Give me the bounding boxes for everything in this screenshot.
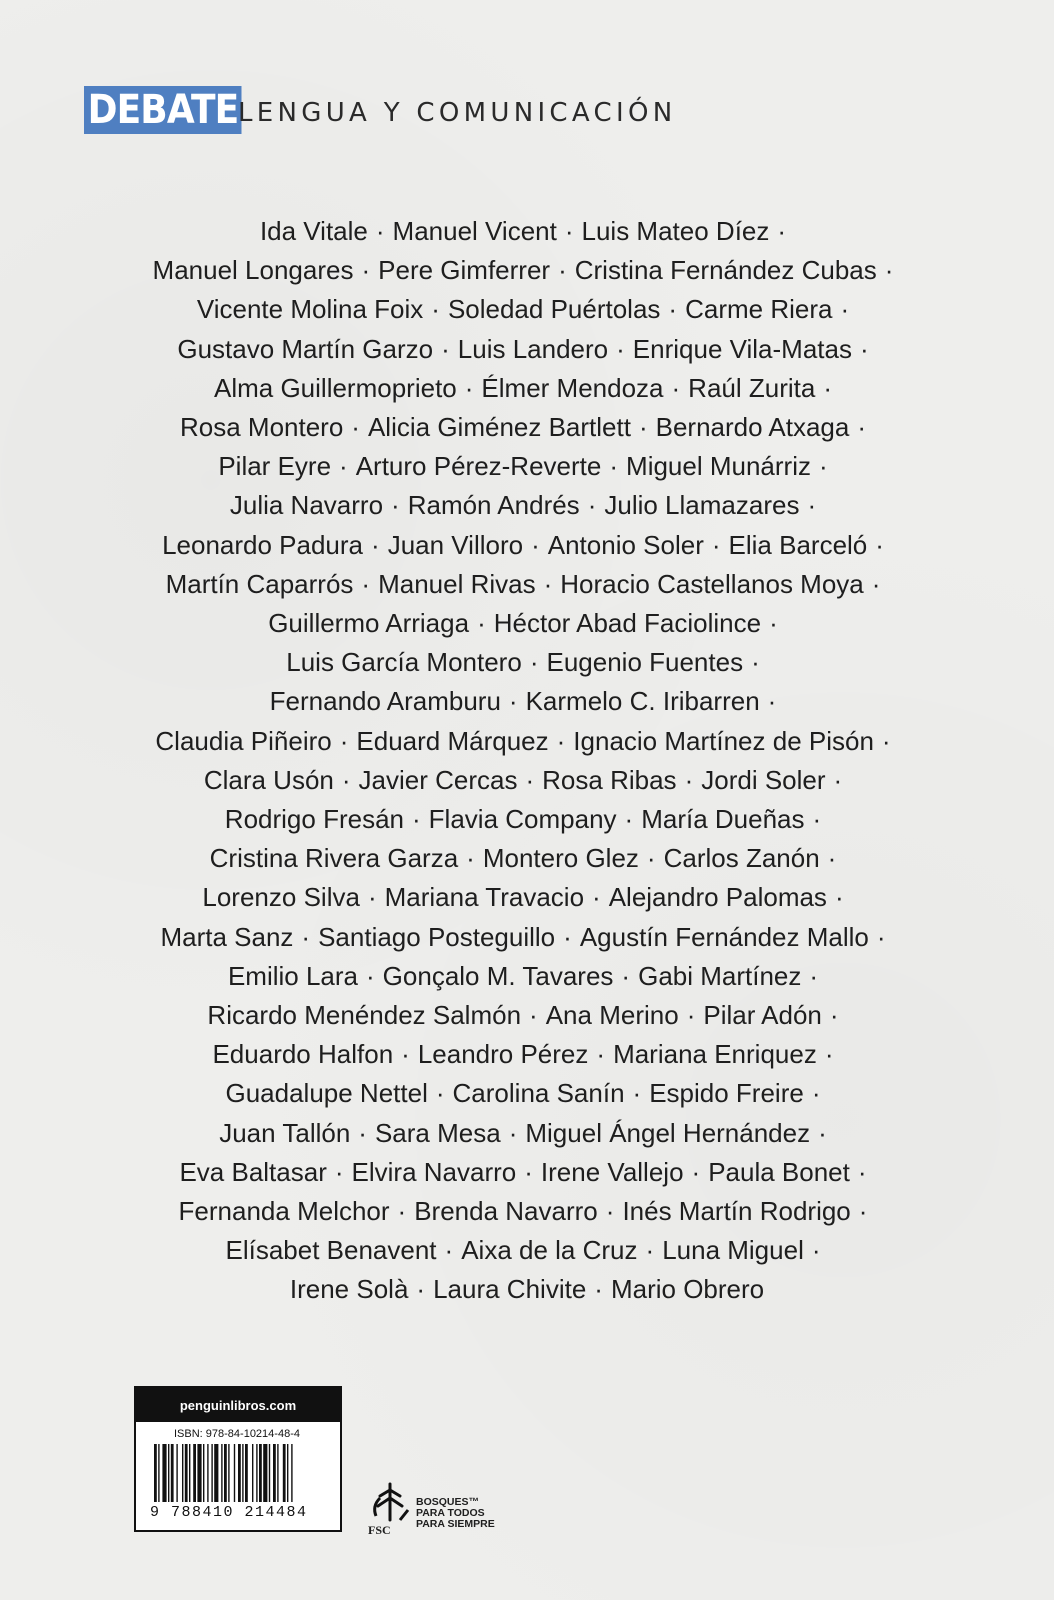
barcode-bar — [189, 1444, 190, 1502]
separator-dot: · — [524, 1156, 533, 1187]
author-name: Aixa de la Cruz — [461, 1235, 638, 1266]
author-name: Élmer Mendoza — [481, 372, 664, 403]
separator-dot: · — [691, 1156, 701, 1187]
separator-dot: · — [840, 294, 850, 325]
author-list — [0, 212, 1054, 1310]
separator-dot: · — [858, 1196, 868, 1227]
separator-dot: · — [543, 568, 553, 599]
author-name: María Dueñas — [641, 804, 805, 835]
author-name: Rosa Ribas — [542, 764, 677, 795]
separator-dot: · — [529, 647, 539, 678]
author-name: Cristina Fernández Cubas — [574, 255, 877, 286]
author-line — [0, 565, 1054, 604]
author-line — [0, 604, 1054, 643]
separator-dot: · — [366, 960, 375, 991]
separator-dot: · — [412, 804, 421, 835]
separator-dot: · — [391, 490, 400, 521]
separator-dot: · — [605, 1196, 615, 1227]
author-name: Martín Caparrós — [165, 568, 354, 599]
separator-dot: · — [671, 372, 681, 403]
separator-dot: · — [638, 412, 648, 443]
barcode-bar — [211, 1444, 212, 1502]
barcode-bar — [154, 1444, 157, 1502]
author-name: Montero Glez — [482, 843, 639, 874]
separator-dot: · — [824, 1039, 834, 1070]
separator-dot: · — [466, 843, 475, 874]
author-name: Carme Riera — [685, 294, 833, 325]
author-name: Manuel Vicent — [392, 216, 557, 246]
fsc-slogan — [416, 1497, 495, 1530]
barcode-bar — [207, 1444, 208, 1502]
separator-dot: · — [397, 1196, 407, 1227]
collection-header — [84, 86, 677, 134]
barcode-bar — [214, 1444, 218, 1502]
author-line — [0, 1231, 1054, 1270]
separator-dot: · — [711, 529, 721, 560]
barcode-bar — [259, 1444, 262, 1502]
separator-dot: · — [301, 921, 311, 952]
author-name: Santiago Posteguillo — [318, 921, 556, 952]
author-line — [0, 878, 1054, 917]
author-name: Juan Tallón — [219, 1117, 351, 1148]
barcode-bar — [242, 1444, 243, 1502]
separator-dot: · — [525, 764, 535, 795]
separator-dot: · — [881, 725, 891, 756]
separator-dot: · — [416, 1274, 426, 1305]
separator-dot: · — [769, 608, 778, 639]
separator-dot: · — [435, 1078, 445, 1109]
author-name: Miguel Munárriz — [626, 451, 811, 482]
separator-dot: · — [818, 1117, 827, 1148]
separator-dot: · — [464, 372, 474, 403]
separator-dot: · — [441, 333, 450, 364]
author-line — [0, 839, 1054, 878]
author-name: Eva Baltasar — [179, 1156, 327, 1187]
author-name: Arturo Pérez-Reverte — [355, 451, 602, 482]
author-name: Gonçalo M. Tavares — [382, 960, 614, 991]
barcode-bar — [193, 1444, 196, 1502]
author-name: Fernanda Melchor — [178, 1196, 390, 1227]
author-name: Karmelo C. Iribarren — [525, 686, 760, 717]
author-name: Mariana Enriquez — [613, 1039, 817, 1070]
author-line — [0, 761, 1054, 800]
author-name: Luna Miguel — [662, 1235, 804, 1266]
separator-dot: · — [361, 568, 371, 599]
author-name: Elvira Navarro — [351, 1156, 517, 1187]
separator-dot: · — [616, 333, 625, 364]
author-name: Claudia Piñeiro — [155, 725, 332, 756]
separator-dot: · — [594, 1274, 603, 1305]
separator-dot: · — [592, 882, 601, 913]
separator-dot: · — [829, 1000, 839, 1031]
barcode-bar — [197, 1444, 201, 1502]
author-name: Eugenio Fuentes — [546, 647, 744, 678]
separator-dot: · — [876, 921, 886, 952]
separator-dot: · — [751, 647, 760, 678]
author-line — [0, 369, 1054, 408]
author-name: Agustín Fernández Mallo — [579, 921, 869, 952]
separator-dot: · — [564, 216, 574, 246]
fsc-line-1: BOSQUES™ — [416, 1496, 480, 1508]
barcode-bar — [238, 1444, 241, 1502]
separator-dot: · — [339, 451, 348, 482]
author-name: Pere Gimferrer — [378, 255, 551, 286]
barcode-bar — [224, 1444, 227, 1502]
author-name: Ricardo Menéndez Salmón — [207, 1000, 522, 1031]
barcode-bar — [182, 1444, 183, 1502]
separator-dot: · — [857, 412, 866, 443]
author-name: Jordi Soler — [701, 764, 826, 795]
separator-dot: · — [833, 764, 843, 795]
separator-dot: · — [596, 1039, 606, 1070]
fsc-label: FSC — [368, 1523, 391, 1537]
separator-dot: · — [508, 1117, 518, 1148]
separator-dot: · — [358, 1117, 367, 1148]
author-name: Marta Sanz — [160, 921, 294, 952]
author-name: Carlos Zanón — [663, 843, 820, 874]
fsc-line-3: PARA SIEMPRE — [416, 1518, 495, 1530]
author-name: Alejandro Palomas — [608, 882, 827, 913]
author-name: Leandro Pérez — [417, 1039, 589, 1070]
separator-dot: · — [401, 1039, 410, 1070]
author-name: Vicente Molina Foix — [196, 294, 424, 325]
separator-dot: · — [624, 804, 634, 835]
author-name: Gustavo Martín Garzo — [177, 333, 434, 364]
author-name: Miguel Ángel Hernández — [525, 1117, 811, 1148]
author-line — [0, 1074, 1054, 1113]
author-name: Julio Llamazares — [604, 490, 800, 521]
author-line — [0, 1192, 1054, 1231]
debate-logo: DEBATE — [84, 86, 242, 134]
author-line — [0, 643, 1054, 682]
author-line — [0, 1114, 1054, 1153]
author-name: Pilar Adón — [703, 1000, 822, 1031]
author-name: Mario Obrero — [610, 1274, 765, 1305]
author-name: Pilar Eyre — [218, 451, 332, 482]
barcode-bar — [234, 1444, 235, 1502]
author-name: Julia Navarro — [229, 490, 384, 521]
barcode-bar — [287, 1444, 288, 1502]
separator-dot: · — [632, 1078, 642, 1109]
separator-dot: · — [686, 1000, 696, 1031]
isbn-label: ISBN: 978-84-10214-48-4 — [174, 1428, 300, 1440]
barcode-bar — [171, 1444, 174, 1502]
author-name: Inés Martín Rodrigo — [622, 1196, 851, 1227]
author-name: Fernando Aramburu — [269, 686, 501, 717]
author-line — [0, 996, 1054, 1035]
barcode-bar — [176, 1444, 177, 1502]
separator-dot: · — [807, 490, 817, 521]
separator-dot: · — [351, 412, 360, 443]
author-line — [0, 918, 1054, 957]
author-name: Carolina Sanín — [452, 1078, 625, 1109]
author-name: Brenda Navarro — [414, 1196, 598, 1227]
separator-dot: · — [811, 1235, 821, 1266]
author-name: Raúl Zurita — [688, 372, 816, 403]
author-line — [0, 722, 1054, 761]
separator-dot: · — [508, 686, 518, 717]
author-name: Luis García Montero — [286, 647, 522, 678]
separator-dot: · — [811, 1078, 821, 1109]
separator-dot: · — [818, 451, 828, 482]
author-name: Luis Landero — [457, 333, 609, 364]
author-name: Guillermo Arriaga — [268, 608, 470, 639]
author-line — [0, 212, 1054, 251]
barcode-bar — [228, 1444, 229, 1502]
author-line — [0, 251, 1054, 290]
author-name: Irene Solà — [289, 1274, 409, 1305]
author-line — [0, 447, 1054, 486]
author-line — [0, 526, 1054, 565]
author-name: Leonardo Padura — [162, 529, 364, 560]
separator-dot: · — [431, 294, 440, 325]
separator-dot: · — [871, 568, 881, 599]
separator-dot: · — [529, 1000, 538, 1031]
author-line — [0, 1035, 1054, 1074]
separator-dot: · — [827, 843, 837, 874]
barcode-bar — [168, 1444, 169, 1502]
separator-dot: · — [587, 490, 597, 521]
barcode-number: 9 788410 214484 — [150, 1504, 308, 1521]
barcode-box — [134, 1386, 342, 1532]
barcode-bar — [273, 1444, 276, 1502]
author-name: Alma Guillermoprieto — [214, 372, 457, 403]
author-name: Cristina Rivera Garza — [209, 843, 459, 874]
barcode-bar — [221, 1444, 222, 1502]
author-name: Mariana Travacio — [384, 882, 585, 913]
separator-dot: · — [875, 529, 884, 560]
author-name: Ana Merino — [545, 1000, 679, 1031]
barcode-bar — [162, 1444, 166, 1502]
separator-dot: · — [884, 255, 894, 286]
author-name: Elia Barceló — [728, 529, 868, 560]
separator-dot: · — [777, 216, 787, 246]
barcode-bar — [256, 1444, 257, 1502]
author-name: Juan Villoro — [387, 529, 524, 560]
separator-dot: · — [645, 1235, 655, 1266]
separator-dot: · — [334, 1156, 344, 1187]
author-line — [0, 800, 1054, 839]
separator-dot: · — [556, 725, 566, 756]
author-name: Emilio Lara — [227, 960, 358, 991]
author-name: Espido Freire — [649, 1078, 804, 1109]
author-name: Manuel Rivas — [378, 568, 536, 599]
fsc-badge — [368, 1480, 495, 1536]
author-name: Héctor Abad Faciolince — [493, 608, 762, 639]
author-line — [0, 682, 1054, 721]
separator-dot: · — [609, 451, 619, 482]
author-name: Elísabet Benavent — [225, 1235, 437, 1266]
author-name: Manuel Longares — [152, 255, 354, 286]
barcode-bar — [277, 1444, 278, 1502]
separator-dot: · — [371, 529, 380, 560]
author-name: Eduard Márquez — [356, 725, 549, 756]
barcode-bars — [154, 1444, 328, 1502]
separator-dot: · — [767, 686, 777, 717]
author-name: Soledad Puértolas — [447, 294, 661, 325]
author-name: Lorenzo Silva — [202, 882, 360, 913]
separator-dot: · — [646, 843, 656, 874]
author-line — [0, 408, 1054, 447]
author-name: Javier Cercas — [358, 764, 518, 795]
author-line — [0, 957, 1054, 996]
author-name: Ignacio Martínez de Pisón — [573, 725, 874, 756]
separator-dot: · — [339, 725, 349, 756]
author-name: Bernardo Atxaga — [655, 412, 850, 443]
author-name: Ramón Andrés — [407, 490, 580, 521]
author-name: Horacio Castellanos Moya — [560, 568, 864, 599]
separator-dot: · — [857, 1156, 867, 1187]
fsc-line-2: PARA TODOS — [416, 1507, 485, 1519]
author-name: Alicia Giménez Bartlett — [367, 412, 631, 443]
barcode-bar — [158, 1444, 159, 1502]
separator-dot: · — [809, 960, 819, 991]
author-name: Eduardo Halfon — [212, 1039, 394, 1070]
barcode-bar — [252, 1444, 253, 1502]
author-name: Antonio Soler — [547, 529, 704, 560]
author-name: Sara Mesa — [374, 1117, 501, 1148]
author-name: Rosa Montero — [179, 412, 344, 443]
author-name: Clara Usón — [203, 764, 334, 795]
author-name: Flavia Company — [428, 804, 617, 835]
barcode-bar — [185, 1444, 188, 1502]
separator-dot: · — [375, 216, 385, 246]
collection-title: LENGUA Y COMUNICACIÓN — [238, 98, 677, 128]
separator-dot: · — [859, 333, 869, 364]
author-line — [0, 1153, 1054, 1192]
separator-dot: · — [477, 608, 486, 639]
barcode-bar — [283, 1444, 286, 1502]
author-line — [0, 330, 1054, 369]
separator-dot: · — [367, 882, 377, 913]
separator-dot: · — [668, 294, 678, 325]
separator-dot: · — [684, 764, 694, 795]
separator-dot: · — [531, 529, 540, 560]
author-line — [0, 290, 1054, 329]
separator-dot: · — [834, 882, 844, 913]
separator-dot: · — [812, 804, 822, 835]
website-label: penguinlibros.com — [136, 1388, 340, 1422]
author-line — [0, 486, 1054, 525]
fsc-tree-icon — [368, 1480, 412, 1536]
separator-dot: · — [341, 764, 351, 795]
separator-dot: · — [563, 921, 572, 952]
author-name: Gabi Martínez — [638, 960, 802, 991]
author-name: Irene Vallejo — [540, 1156, 684, 1187]
author-name: Laura Chivite — [433, 1274, 587, 1305]
barcode-bar — [269, 1444, 270, 1502]
barcode-bar — [203, 1444, 204, 1502]
separator-dot: · — [823, 372, 832, 403]
separator-dot: · — [361, 255, 371, 286]
author-name: Enrique Vila-Matas — [632, 333, 852, 364]
barcode-bar — [291, 1444, 292, 1502]
separator-dot: · — [444, 1235, 454, 1266]
barcode-bar — [245, 1444, 248, 1502]
separator-dot: · — [558, 255, 567, 286]
author-name: Rodrigo Fresán — [224, 804, 404, 835]
author-line — [0, 1270, 1054, 1309]
barcode-bar — [263, 1444, 267, 1502]
author-name: Ida Vitale — [259, 216, 368, 246]
author-name: Guadalupe Nettel — [225, 1078, 428, 1109]
author-name: Paula Bonet — [708, 1156, 850, 1187]
author-name: Luis Mateo Díez — [581, 216, 770, 246]
separator-dot: · — [621, 960, 631, 991]
